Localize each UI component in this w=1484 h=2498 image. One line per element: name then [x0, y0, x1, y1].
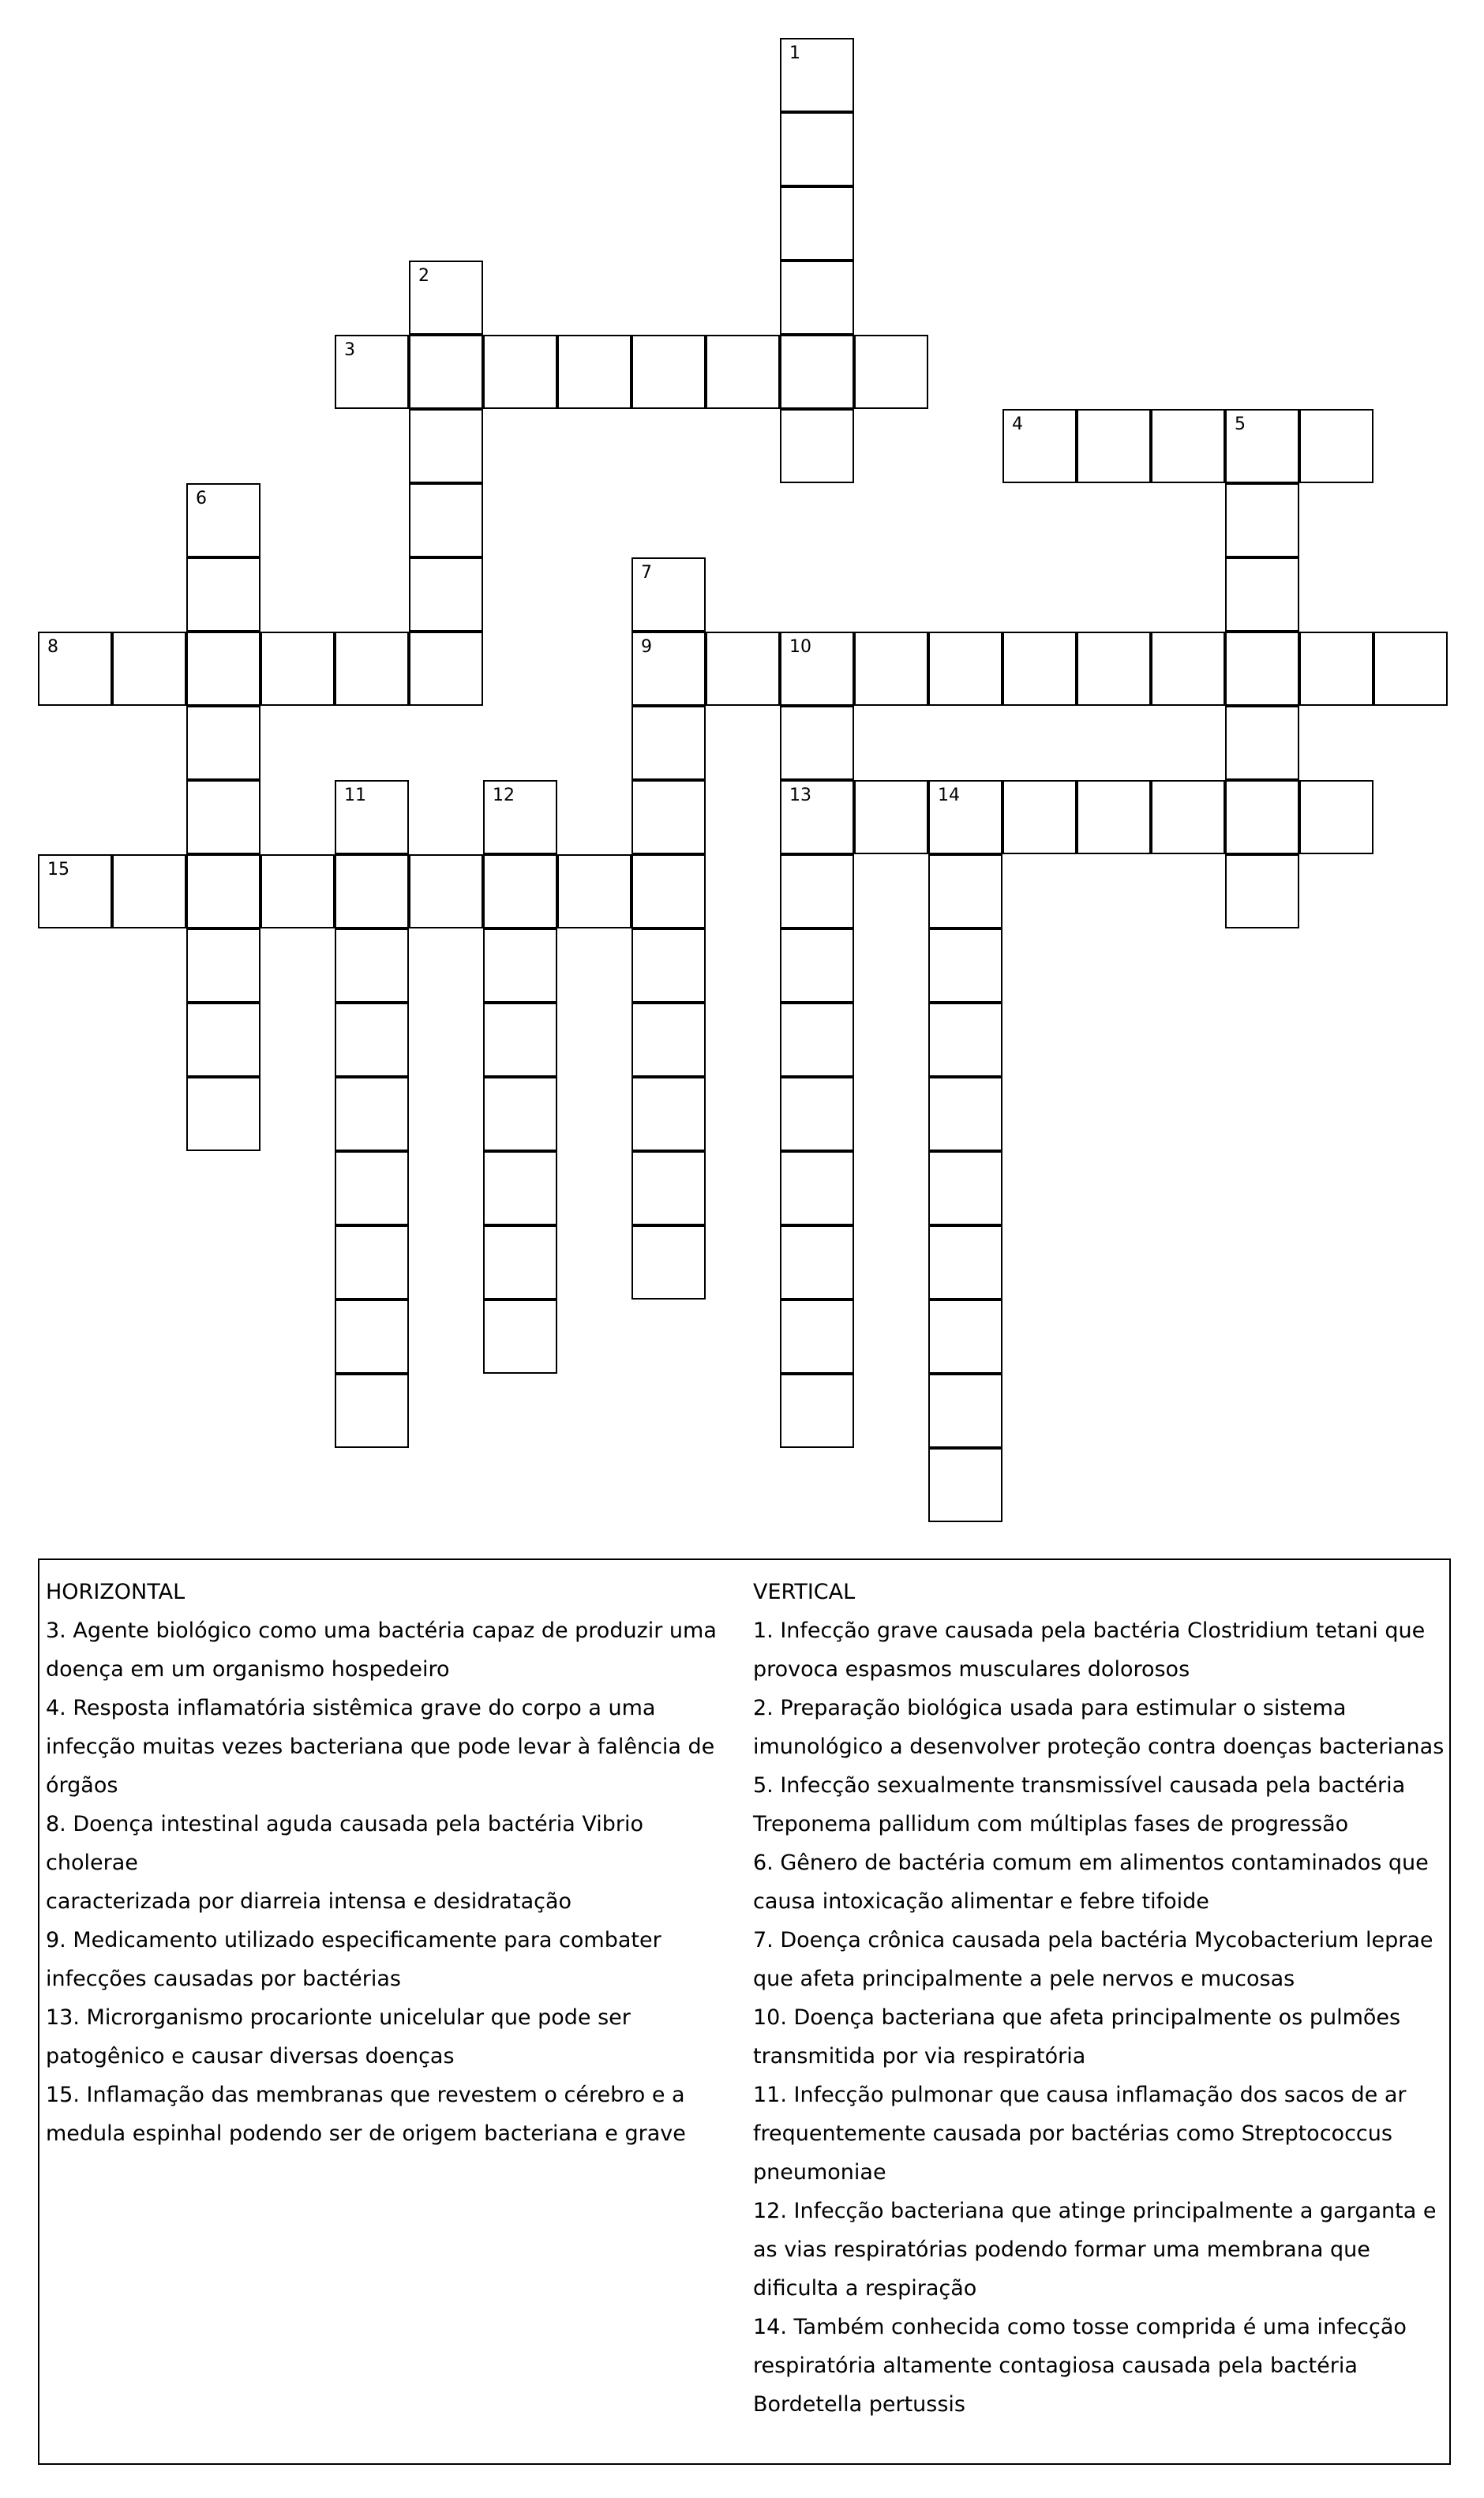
- grid-cell[interactable]: [928, 1225, 1002, 1300]
- horizontal-clue-line: infecções causadas por bactérias: [46, 1967, 401, 1991]
- cell-number: 14: [938, 786, 960, 805]
- horizontal-clue-list: [46, 1611, 740, 2153]
- horizontal-clues: [46, 1573, 740, 2153]
- clues-box: [38, 1558, 1451, 2465]
- grid-cell[interactable]: [186, 928, 260, 1003]
- vertical-clue-line: dificulta a respiração: [753, 2276, 977, 2301]
- grid-cell[interactable]: [928, 1374, 1002, 1448]
- vertical-clue-line: imunológico a desenvolver proteção contra doenças bacterianas: [753, 1735, 1445, 1759]
- grid-cell[interactable]: [38, 632, 112, 706]
- vertical-clues: [753, 1573, 1448, 2424]
- cell-number: 2: [418, 266, 429, 286]
- grid-cell[interactable]: [38, 854, 112, 928]
- cell-number: 10: [789, 637, 811, 657]
- grid-cell[interactable]: [1373, 632, 1448, 706]
- grid-cell[interactable]: [928, 854, 1002, 928]
- vertical-clue-line: 10. Doença bacteriana que afeta principalmente os pulmões: [753, 2005, 1401, 2030]
- vertical-clue-line: provoca espasmos musculares dolorosos: [753, 1657, 1190, 1682]
- vertical-title: VERTICAL: [753, 1580, 856, 1604]
- grid-cell[interactable]: [854, 335, 928, 409]
- cell-number: 7: [641, 563, 652, 583]
- grid-cell[interactable]: [928, 928, 1002, 1003]
- grid-cell[interactable]: [186, 1077, 260, 1151]
- cell-number: 12: [493, 786, 515, 805]
- cell-number: 9: [641, 637, 652, 657]
- vertical-clue-list: [753, 1611, 1448, 2424]
- vertical-clue-line: as vias respiratórias podendo formar uma membrana que: [753, 2237, 1370, 2262]
- grid-cell[interactable]: [335, 335, 409, 409]
- grid-cell[interactable]: [335, 1225, 409, 1300]
- vertical-clue-line: 14. Também conhecida como tosse comprida é uma infecção: [753, 2315, 1407, 2339]
- grid-cell[interactable]: [483, 1225, 557, 1300]
- grid-cell[interactable]: [780, 780, 854, 854]
- grid-cell[interactable]: [1225, 409, 1299, 483]
- grid-cell[interactable]: [409, 409, 483, 483]
- grid-cell[interactable]: [483, 780, 557, 854]
- grid-cell[interactable]: [186, 632, 260, 706]
- grid-cell[interactable]: [483, 928, 557, 1003]
- grid-cell[interactable]: [335, 632, 409, 706]
- horizontal-clue-line: doença em um organismo hospedeiro: [46, 1657, 450, 1682]
- vertical-clue-line: pneumoniae: [753, 2160, 886, 2185]
- grid-cell[interactable]: [928, 780, 1002, 854]
- cell-number: 6: [196, 489, 207, 508]
- grid-cell[interactable]: [928, 1151, 1002, 1225]
- grid-cell[interactable]: [928, 1300, 1002, 1374]
- cell-number: 11: [344, 786, 366, 805]
- grid-cell[interactable]: [483, 335, 557, 409]
- grid-cell[interactable]: [335, 1374, 409, 1448]
- grid-cell[interactable]: [780, 1300, 854, 1374]
- horizontal-clue-line: órgãos: [46, 1773, 118, 1798]
- grid-cell[interactable]: [631, 1077, 706, 1151]
- vertical-clue-line: 12. Infecção bacteriana que atinge principalmente a garganta e: [753, 2199, 1437, 2223]
- vertical-clue-line: 6. Gênero de bactéria comum em alimentos contaminados que: [753, 1851, 1429, 1875]
- grid-cell[interactable]: [409, 854, 483, 928]
- horizontal-clue-line: caracterizada por diarreia intensa e desidratação: [46, 1889, 572, 1914]
- grid-cell[interactable]: [631, 1225, 706, 1300]
- grid-cell[interactable]: [928, 632, 1002, 706]
- cell-number: 13: [789, 786, 811, 805]
- grid-cell[interactable]: [335, 928, 409, 1003]
- cell-number: 8: [47, 637, 58, 657]
- grid-cell[interactable]: [631, 632, 706, 706]
- horizontal-clue-line: patogênico e causar diversas doenças: [46, 2044, 455, 2069]
- grid-cell[interactable]: [780, 112, 854, 186]
- grid-cell[interactable]: [186, 483, 260, 557]
- grid-cell[interactable]: [1225, 780, 1299, 854]
- grid-cell[interactable]: [335, 1151, 409, 1225]
- grid-cell[interactable]: [409, 261, 483, 335]
- grid-cell[interactable]: [1299, 632, 1373, 706]
- grid-cell[interactable]: [1151, 632, 1225, 706]
- grid-cell[interactable]: [780, 1151, 854, 1225]
- vertical-clue-line: transmitida por via respiratória: [753, 2044, 1086, 2069]
- grid-cell[interactable]: [780, 1374, 854, 1448]
- grid-cell[interactable]: [483, 854, 557, 928]
- vertical-clue-line: Bordetella pertussis: [753, 2392, 965, 2417]
- grid-cell[interactable]: [1299, 409, 1373, 483]
- grid-cell[interactable]: [780, 854, 854, 928]
- grid-cell[interactable]: [631, 854, 706, 928]
- grid-cell[interactable]: [631, 780, 706, 854]
- grid-cell[interactable]: [335, 780, 409, 854]
- grid-cell[interactable]: [1299, 780, 1373, 854]
- grid-cell[interactable]: [631, 1003, 706, 1077]
- grid-cell[interactable]: [112, 632, 186, 706]
- horizontal-clue-line: 9. Medicamento utilizado especificamente para combater: [46, 1928, 661, 1952]
- grid-cell[interactable]: [631, 335, 706, 409]
- grid-cell[interactable]: [854, 632, 928, 706]
- grid-cell[interactable]: [186, 1003, 260, 1077]
- grid-cell[interactable]: [1225, 557, 1299, 632]
- grid-cell[interactable]: [483, 1300, 557, 1374]
- horizontal-title: HORIZONTAL: [46, 1580, 186, 1604]
- grid-cell[interactable]: [112, 854, 186, 928]
- grid-cell[interactable]: [483, 1003, 557, 1077]
- grid-cell[interactable]: [186, 706, 260, 780]
- cell-number: 4: [1012, 414, 1023, 434]
- grid-cell[interactable]: [1151, 780, 1225, 854]
- vertical-clue-line: frequentemente causada por bactérias como Streptococcus: [753, 2121, 1392, 2146]
- grid-cell[interactable]: [780, 38, 854, 112]
- horizontal-clue-line: 13. Microrganismo procarionte unicelular que pode ser: [46, 2005, 631, 2030]
- vertical-clue-line: 1. Infecção grave causada pela bactéria Clostridium tetani que: [753, 1618, 1426, 1643]
- grid-cell[interactable]: [780, 928, 854, 1003]
- horizontal-clue-line: 15. Inflamação das membranas que revestem o cérebro e a: [46, 2083, 685, 2107]
- grid-cell[interactable]: [1225, 854, 1299, 928]
- grid-cell[interactable]: [483, 1151, 557, 1225]
- vertical-clue-line: causa intoxicação alimentar e febre tifoide: [753, 1889, 1209, 1914]
- grid-cell[interactable]: [1225, 632, 1299, 706]
- horizontal-clue-line: 3. Agente biológico como uma bactéria capaz de produzir uma: [46, 1618, 717, 1643]
- cell-number: 3: [344, 340, 355, 360]
- grid-cell[interactable]: [260, 854, 335, 928]
- grid-cell[interactable]: [780, 186, 854, 261]
- grid-cell[interactable]: [1002, 409, 1077, 483]
- vertical-clue-line: 11. Infecção pulmonar que causa inflamação dos sacos de ar: [753, 2083, 1407, 2107]
- grid-cell[interactable]: [409, 335, 483, 409]
- grid-cell[interactable]: [631, 706, 706, 780]
- cell-number: 5: [1235, 414, 1246, 434]
- grid-cell[interactable]: [1002, 632, 1077, 706]
- grid-cell[interactable]: [780, 1225, 854, 1300]
- grid-cell[interactable]: [1225, 483, 1299, 557]
- grid-cell[interactable]: [186, 780, 260, 854]
- grid-cell[interactable]: [186, 854, 260, 928]
- vertical-clue-line: 7. Doença crônica causada pela bactéria Mycobacterium leprae: [753, 1928, 1433, 1952]
- grid-cell[interactable]: [780, 261, 854, 335]
- vertical-clue-line: respiratória altamente contagiosa causada pela bactéria: [753, 2354, 1358, 2378]
- grid-cell[interactable]: [335, 1077, 409, 1151]
- grid-cell[interactable]: [260, 632, 335, 706]
- grid-cell[interactable]: [706, 632, 780, 706]
- grid-cell[interactable]: [409, 483, 483, 557]
- grid-cell[interactable]: [780, 632, 854, 706]
- horizontal-clue-line: 4. Resposta inflamatória sistêmica grave do corpo a uma: [46, 1696, 656, 1720]
- grid-cell[interactable]: [928, 1077, 1002, 1151]
- grid-cell[interactable]: [409, 557, 483, 632]
- grid-cell[interactable]: [483, 1077, 557, 1151]
- grid-cell[interactable]: [186, 557, 260, 632]
- grid-cell[interactable]: [1225, 706, 1299, 780]
- grid-cell[interactable]: [335, 854, 409, 928]
- grid-cell[interactable]: [780, 1003, 854, 1077]
- vertical-clue-line: que afeta principalmente a pele nervos e mucosas: [753, 1967, 1295, 1991]
- grid-cell[interactable]: [1002, 780, 1077, 854]
- grid-cell[interactable]: [928, 1448, 1002, 1522]
- grid-cell[interactable]: [557, 335, 631, 409]
- grid-cell[interactable]: [335, 1300, 409, 1374]
- grid-cell[interactable]: [1077, 780, 1151, 854]
- cell-number: 15: [47, 860, 69, 880]
- vertical-clue-line: 5. Infecção sexualmente transmissível causada pela bactéria: [753, 1773, 1406, 1798]
- grid-cell[interactable]: [854, 780, 928, 854]
- grid-cell[interactable]: [631, 1151, 706, 1225]
- grid-cell[interactable]: [1077, 632, 1151, 706]
- grid-cell[interactable]: [1151, 409, 1225, 483]
- grid-cell[interactable]: [409, 632, 483, 706]
- horizontal-clue-line: 8. Doença intestinal aguda causada pela bactéria Vibrio cholerae: [46, 1812, 643, 1875]
- grid-cell[interactable]: [780, 335, 854, 409]
- grid-cell[interactable]: [1077, 409, 1151, 483]
- grid-cell[interactable]: [780, 1077, 854, 1151]
- horizontal-clue-line: medula espinhal podendo ser de origem bacteriana e grave: [46, 2121, 686, 2146]
- vertical-clue-line: 2. Preparação biológica usada para estimular o sistema: [753, 1696, 1347, 1720]
- cell-number: 1: [789, 43, 800, 63]
- grid-cell[interactable]: [557, 854, 631, 928]
- grid-cell[interactable]: [631, 928, 706, 1003]
- horizontal-clue-line: infecção muitas vezes bacteriana que pode levar à falência de: [46, 1735, 715, 1759]
- grid-cell[interactable]: [780, 706, 854, 780]
- grid-cell[interactable]: [928, 1003, 1002, 1077]
- vertical-clue-line: Treponema pallidum com múltiplas fases de progressão: [753, 1812, 1349, 1836]
- grid-cell[interactable]: [706, 335, 780, 409]
- grid-cell[interactable]: [335, 1003, 409, 1077]
- grid-cell[interactable]: [631, 557, 706, 632]
- grid-cell[interactable]: [780, 409, 854, 483]
